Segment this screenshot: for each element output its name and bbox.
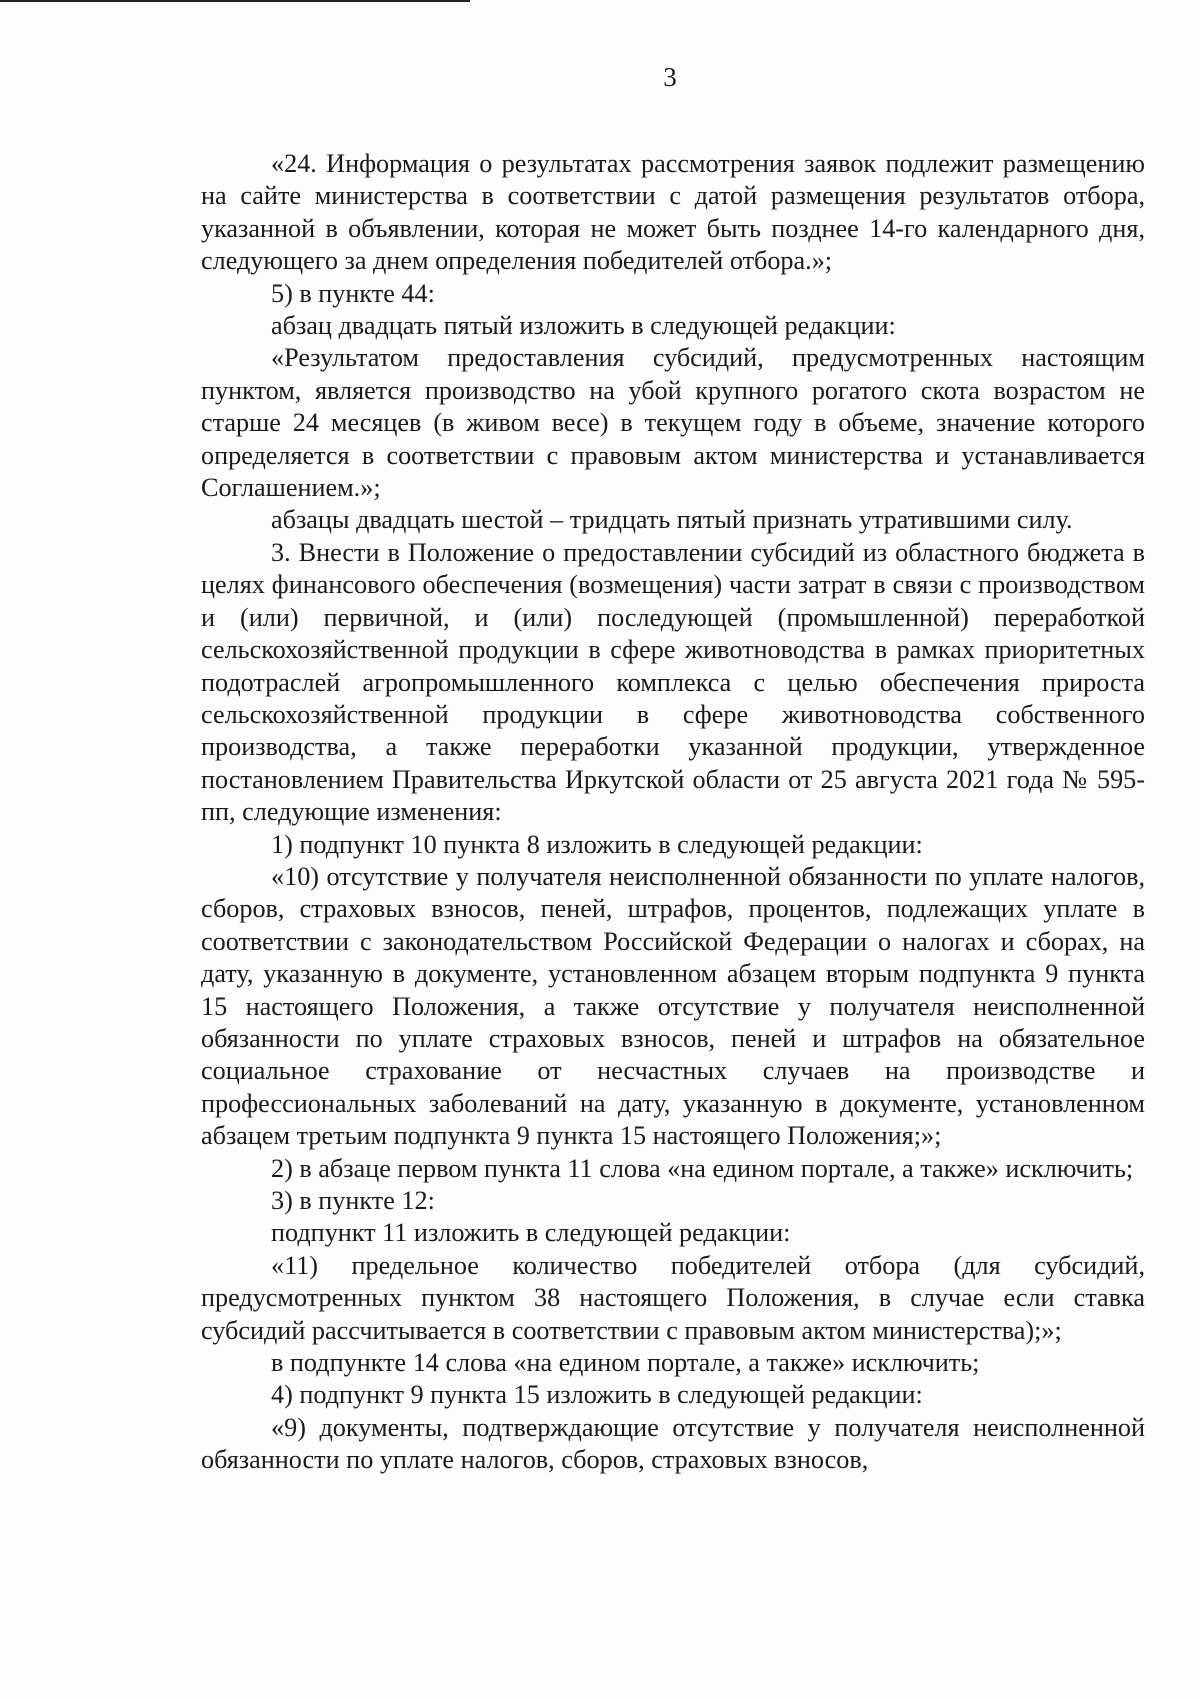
- paragraph: «11) предельное количество победителей отбора (для субсидий, предусмотренных пунктом 38 настоящего Положения, в случае если ставка субсидий рассчитывается в соответствии с правовым актом министерства);»;: [201, 1250, 1145, 1345]
- scan-edge-line: [0, 0, 470, 2]
- paragraph: абзац двадцать пятый изложить в следующей редакции:: [271, 311, 896, 341]
- paragraph: 2) в абзаце первом пункта 11 слова «на едином портале, а также» исключить;: [271, 1153, 1134, 1183]
- paragraph: 5) в пункте 44:: [271, 278, 435, 308]
- page-number: 3: [663, 62, 677, 92]
- paragraph: «Результатом предоставления субсидий, предусмотренных настоящим пунктом, является производство на убой крупного рогатого скота возрастом не старше 24 месяцев (в живом весе) в текущем году в объеме, значение которого определяется в соответствии с правовым актом министерства и устанавливается Соглашением.»;: [201, 343, 1145, 503]
- paragraph: подпункт 11 изложить в следующей редакции:: [271, 1218, 791, 1248]
- document-body: [201, 148, 1145, 1477]
- paragraph: 1) подпункт 10 пункта 8 изложить в следующей редакции:: [271, 829, 923, 859]
- paragraph: 3. Внести в Положение о предоставлении субсидий из областного бюджета в целях финансового обеспечения (возмещения) части затрат в связи с производством и (или) первичной, и (или) последующей (промышленной) переработкой сельскохозяйственной продукции в сфере животноводства в рамках приоритетных подотраслей агропромышленного комплекса с целью обеспечения прироста сельскохозяйственной продукции в сфере животноводства собственного производства, а также переработки указанной продукции, утвержденное постановлением Правительства Иркутской области от 25 августа 2021 года № 595-пп, следующие изменения:: [201, 537, 1145, 827]
- paragraph: «24. Информация о результатах рассмотрения заявок подлежит размещению на сайте министерства в соответствии с датой размещения результатов отбора, указанной в объявлении, которая не может быть позднее 14-го календарного дня, следующего за днем определения победителей отбора.»;: [201, 149, 1145, 276]
- paragraph: «9) документы, подтверждающие отсутствие у получателя неисполненной обязанности по уплате налогов, сборов, страховых взносов,: [201, 1412, 1145, 1475]
- paragraph: 4) подпункт 9 пункта 15 изложить в следующей редакции:: [271, 1380, 923, 1410]
- paragraph: абзацы двадцать шестой – тридцать пятый признать утратившими силу.: [271, 505, 1073, 535]
- paragraph: в подпункте 14 слова «на едином портале, а также» исключить;: [271, 1348, 980, 1378]
- paragraph: «10) отсутствие у получателя неисполненной обязанности по уплате налогов, сборов, страховых взносов, пеней, штрафов, процентов, подлежащих уплате в соответствии с законодательством Российской Федерации о налогах и сборах, на дату, указанную в документе, установленном абзацем вторым подпункта 9 пункта 15 настоящего Положения, а также отсутствие у получателя неисполненной обязанности по уплате страховых взносов, пеней и штрафов на обязательное социальное страхование от несчастных случаев на производстве и профессиональных заболеваний на дату, указанную в документе, установленном абзацем третьим подпункта 9 пункта 15 настоящего Положения;»;: [201, 861, 1145, 1151]
- paragraph: 3) в пункте 12:: [271, 1186, 435, 1215]
